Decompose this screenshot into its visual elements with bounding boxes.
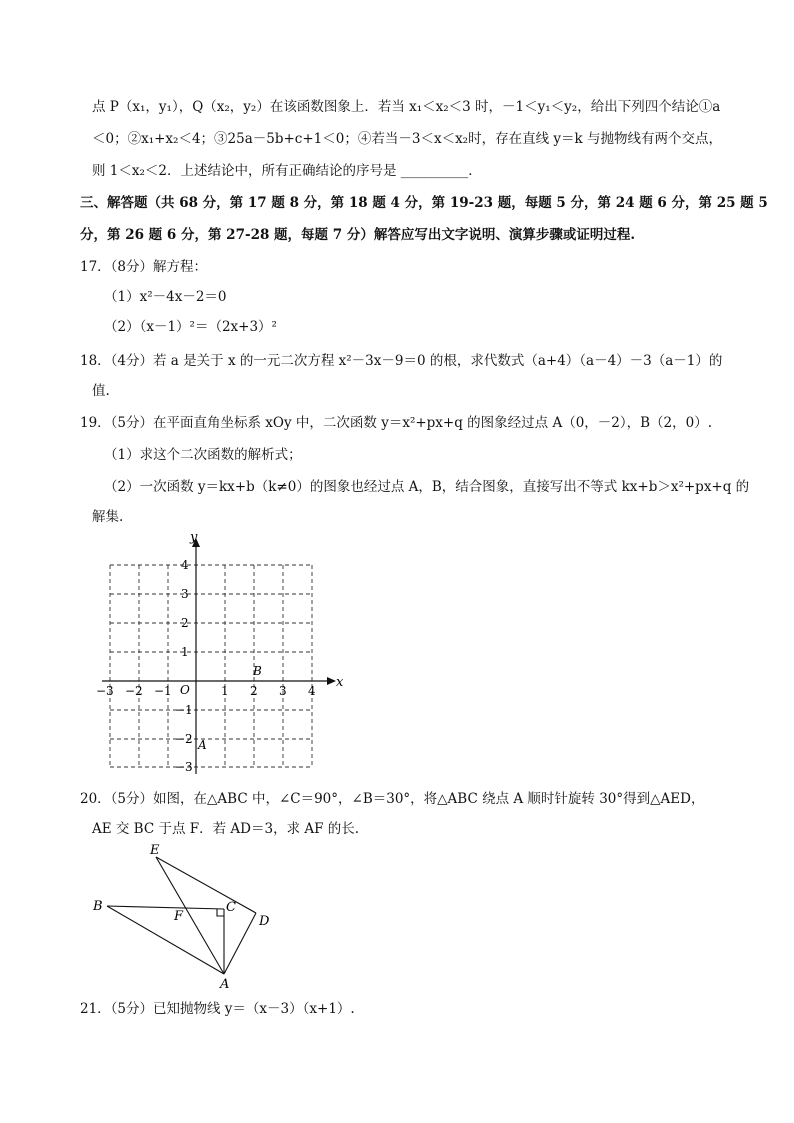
y-tick: 4	[181, 558, 189, 572]
q19-stem: 19．（5分）在平面直角坐标系 xOy 中，二次函数 y＝x²+px+q 的图象经过点 A（0，－2），B（2，0）.	[80, 415, 713, 431]
point-a-label: A	[198, 738, 207, 752]
y-tick: −3	[175, 760, 193, 774]
q16-line-2: ＜0；②x₁+x₂＜4；③25a－5b+c+1＜0；④若当－3＜x＜x₂时，存在直线 y＝k 与抛物线有两个交点，	[92, 131, 722, 147]
q16-line-3: 则 1＜x₂＜2．上述结论中，所有正确结论的序号是 __________．	[92, 163, 482, 179]
label-f: F	[174, 909, 184, 924]
x-tick: 4	[308, 684, 316, 698]
y-axis-label: y	[190, 530, 198, 545]
q17-stem: 17．（8分）解方程：	[80, 259, 208, 275]
origin-label: O	[180, 683, 190, 697]
x-axis-label: x	[336, 675, 344, 690]
q20-line-2: AE 交 BC 于点 F．若 AD＝3，求 AF 的长.	[92, 821, 360, 837]
section3-header-1: 三、解答题（共 68 分，第 17 题 8 分，第 18 题 4 分，第 19-23 题，每题 5 分，第 24 题 6 分，第 25 题 5	[80, 195, 768, 211]
label-d: D	[259, 914, 270, 929]
q21-line-1: 21．（5分）已知抛物线 y＝（x－3）（x+1）.	[80, 1001, 355, 1017]
y-tick: 3	[181, 587, 189, 601]
y-tick: −1	[175, 703, 193, 717]
q18-line-1: 18．（4分）若 a 是关于 x 的一元二次方程 x²－3x－9＝0 的根，求代数式（a+4）（a－4）－3（a－1）的	[80, 353, 723, 369]
label-c: C	[226, 900, 236, 915]
triangle-rotation-figure	[90, 840, 290, 990]
q16-line-1: 点 P（x₁，y₁），Q（x₂，y₂）在该函数图象上．若当 x₁＜x₂＜3 时，－1＜y₁＜y₂，给出下列四个结论①a	[92, 99, 721, 115]
x-tick: 2	[250, 684, 258, 698]
label-b: B	[93, 899, 103, 914]
q17-part1: （1）x²－4x－2＝0	[104, 289, 227, 305]
x-tick: 1	[221, 684, 229, 698]
q19-part1: （1）求这个二次函数的解析式；	[104, 447, 302, 463]
q19-part2-cont: 解集.	[92, 509, 124, 525]
label-a: A	[220, 977, 230, 990]
section3-header-2: 分，第 26 题 6 分，第 27-28 题，每题 7 分）解答应写出文字说明、演算步骤或证明过程.	[80, 227, 636, 243]
point-b-label: B	[253, 664, 262, 678]
q20-line-1: 20．（5分）如图，在△ABC 中，∠C＝90°，∠B＝30°，将△ABC 绕点 A 顺时针旋转 30°得到△AED，	[80, 791, 705, 807]
x-tick: −3	[96, 684, 114, 698]
y-tick: 2	[181, 616, 189, 630]
label-e: E	[150, 843, 160, 858]
x-tick: 3	[279, 684, 287, 698]
x-tick: −2	[125, 684, 143, 698]
coordinate-grid	[92, 528, 352, 778]
y-tick: −2	[175, 732, 193, 746]
q18-line-2: 值.	[92, 383, 110, 399]
y-tick: 1	[181, 645, 189, 659]
q17-part2: （2）（x－1）²＝（2x+3）²	[104, 319, 277, 335]
q19-part2: （2）一次函数 y＝kx+b（k≠0）的图象也经过点 A，B，结合图象，直接写出不等式 kx+b＞x²+px+q 的	[104, 479, 750, 495]
x-tick: −1	[154, 684, 172, 698]
